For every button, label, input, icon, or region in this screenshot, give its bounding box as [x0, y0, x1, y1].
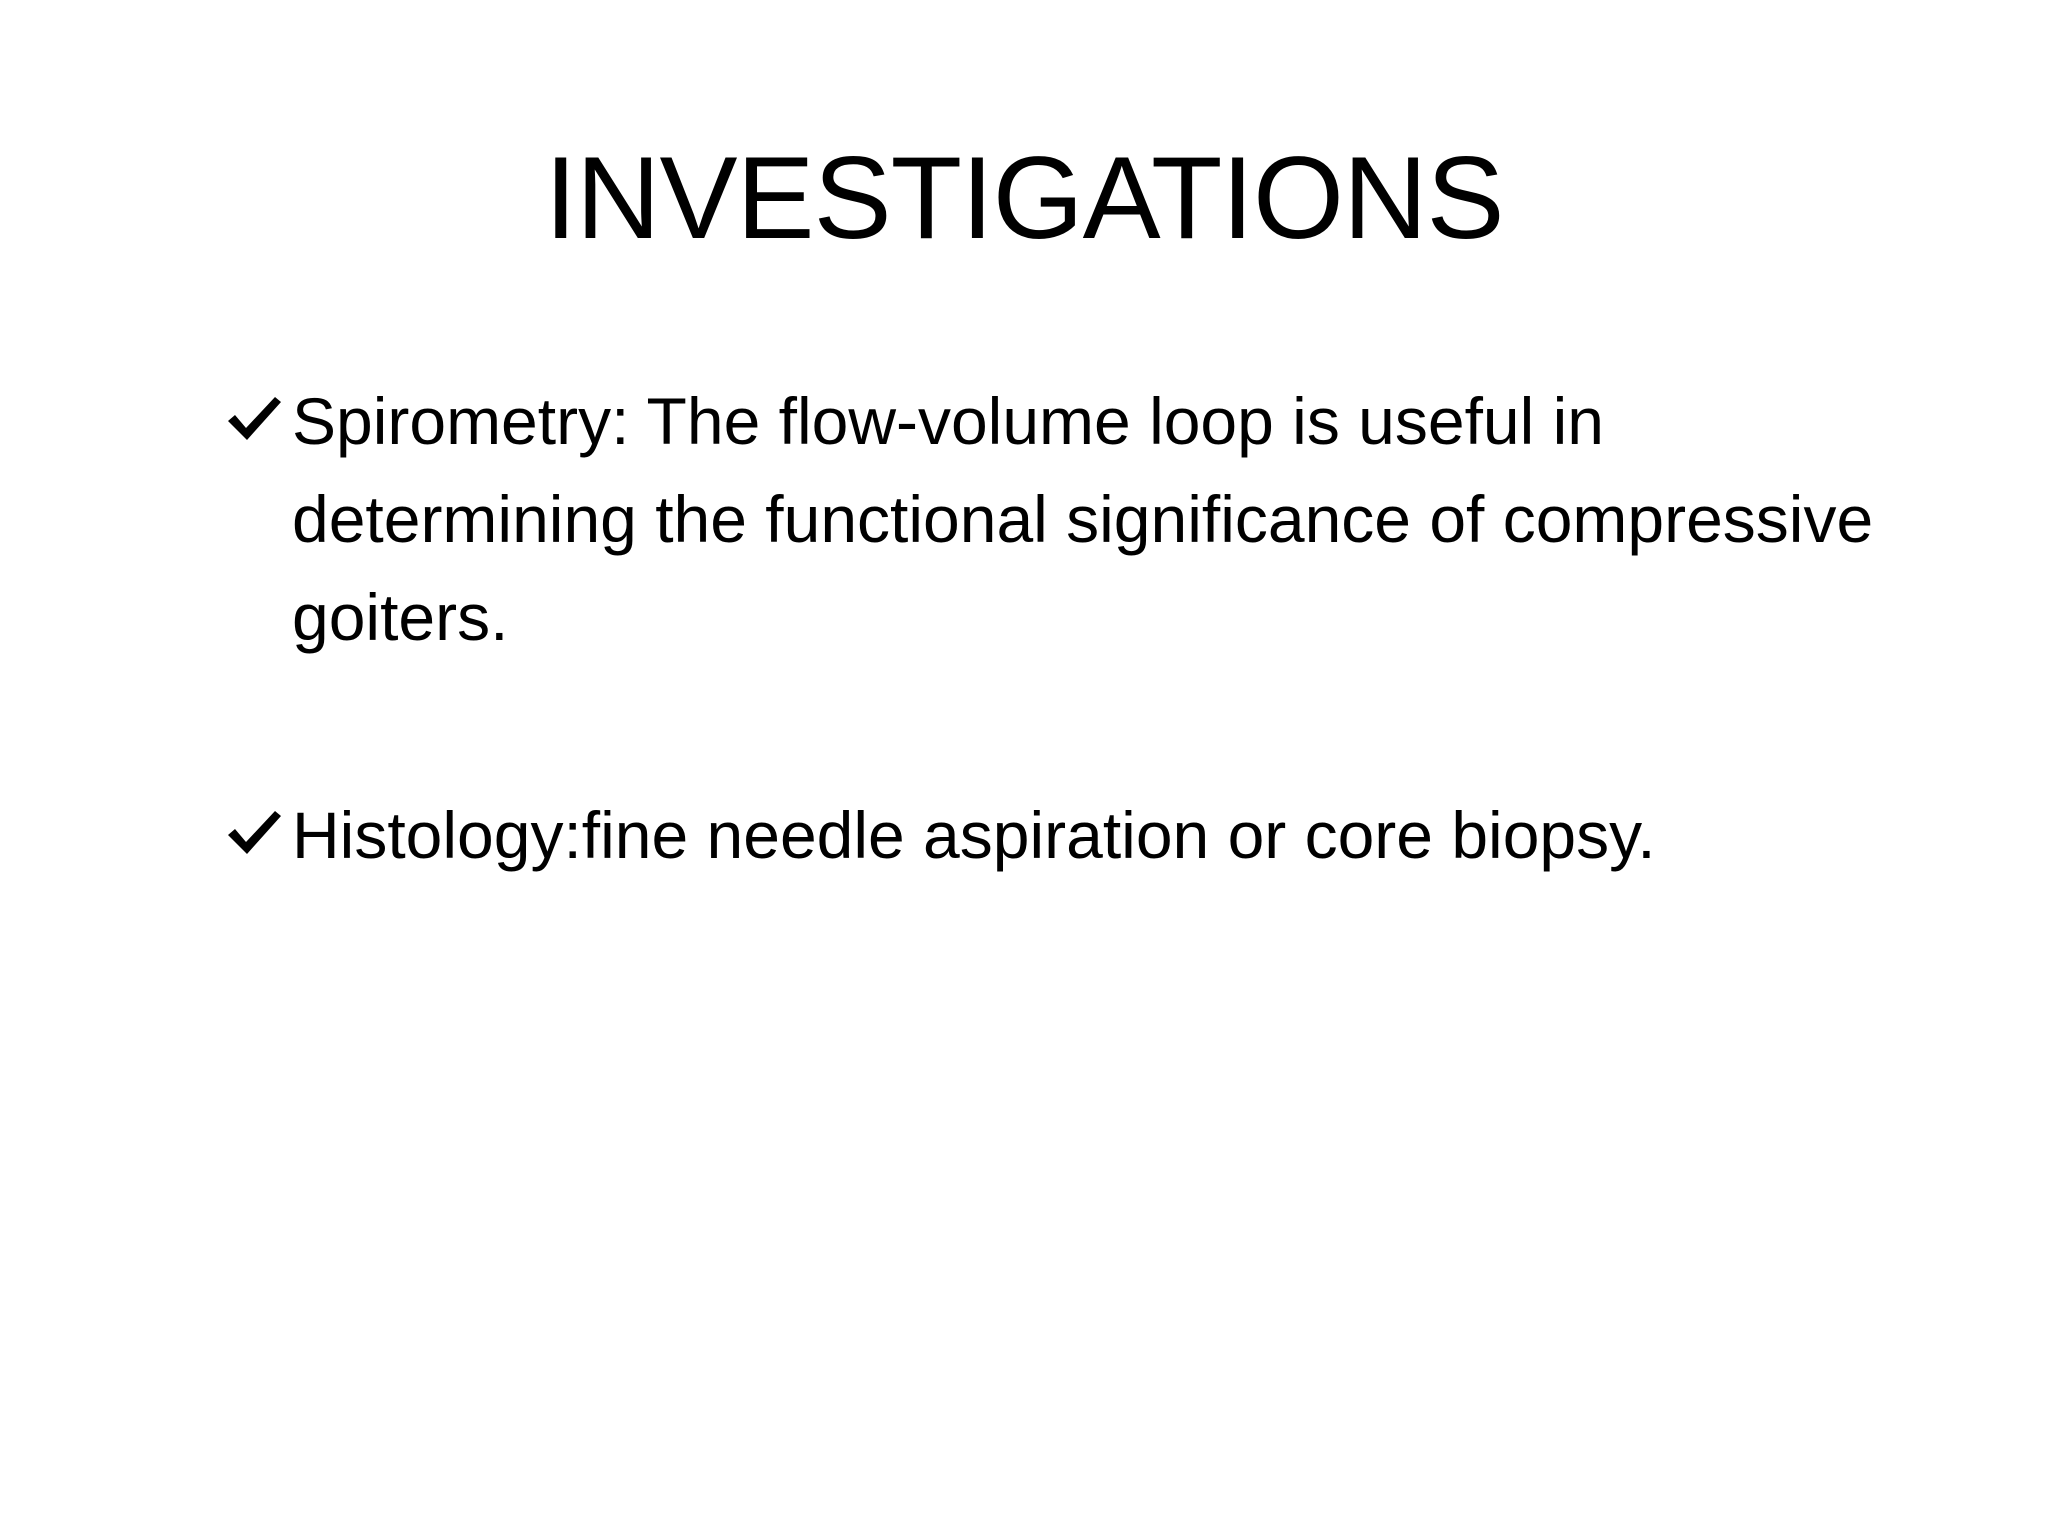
checkmark-icon	[225, 807, 283, 857]
bullet-list	[225, 372, 1885, 884]
bullet-item-spirometry	[225, 372, 1885, 666]
bullet-item-histology	[225, 786, 1885, 884]
bullet-text: Spirometry: The flow-volume loop is useful in determining the functional significance of compressive goiters.	[292, 384, 1874, 654]
bullet-text: Histology:fine needle aspiration or core biopsy.	[292, 798, 1656, 872]
slide-title: INVESTIGATIONS	[544, 132, 1504, 263]
checkmark-icon	[225, 393, 283, 443]
